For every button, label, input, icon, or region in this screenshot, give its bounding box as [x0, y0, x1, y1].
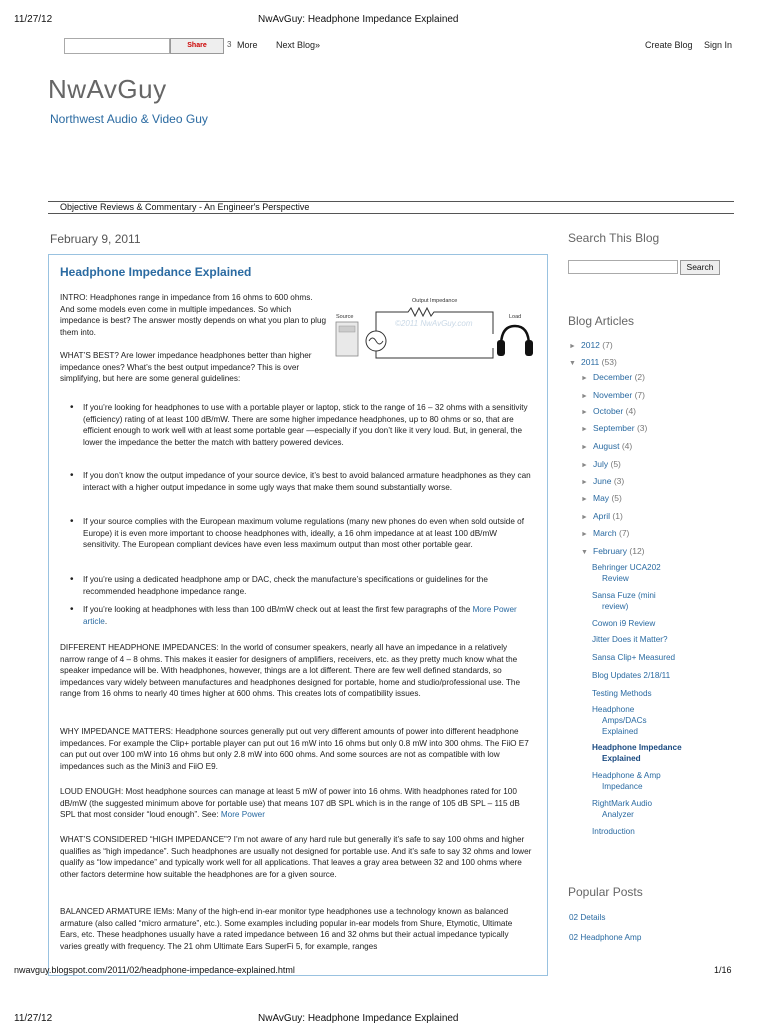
search-blog-heading: Search This Blog — [568, 231, 660, 245]
print-date-next: 11/27/12 — [14, 1013, 53, 1024]
expand-right-icon[interactable]: ► — [581, 496, 588, 503]
whats-best-paragraph: WHAT’S BEST? Are lower impedance headphones better than higher impedance ones? What’s the best output impedance? This is over simplifying, but here are some general guidelines: — [60, 351, 312, 384]
print-title-next: NwAvGuy: Headphone Impedance Explained — [258, 1013, 459, 1024]
archive-month-july[interactable]: ► July (5) — [581, 459, 621, 469]
sign-in-link[interactable]: Sign In — [704, 40, 733, 50]
blog-tagline: Objective Reviews & Commentary - An Engineer's Perspective — [60, 202, 310, 212]
expand-right-icon[interactable]: ► — [581, 375, 588, 382]
output-impedance-diagram — [333, 294, 543, 366]
more-power-article-link[interactable]: More Power article — [83, 605, 517, 626]
blog-articles-heading: Blog Articles — [568, 314, 635, 328]
blog-title[interactable]: NwAvGuy — [48, 74, 167, 104]
blog-subtitle: Northwest Audio & Video Guy — [50, 112, 208, 126]
post-date: February 9, 2011 — [50, 232, 141, 246]
headphones-icon — [501, 326, 529, 346]
archive-year-2012[interactable]: ► 2012 (7) — [569, 340, 613, 350]
why-impedance-paragraph: WHY IMPEDANCE MATTERS: Headphone sources generally put out very different amounts of power into different headphone impedances. For example the Clip+ portable player can put out 16 mW into 16 ohms but only 0.8 mW into 300 ohms. The FiiO E7 can put out over 100 mW into 16 ohms but only 2.8 mW into 600 ohms. And some sources are not as compatible with low impedances such as the Mini3 and FiiO E9. — [60, 727, 529, 771]
print-title: NwAvGuy: Headphone Impedance Explained — [258, 14, 459, 25]
expand-right-icon[interactable]: ► — [581, 409, 588, 416]
popular-post-link[interactable]: 02 Details — [569, 913, 606, 922]
diagram-output-impedance-label: Output Impedance — [412, 298, 458, 304]
post-title[interactable]: Headphone Impedance Explained — [60, 265, 252, 279]
expand-right-icon[interactable]: ► — [569, 343, 576, 350]
sidebar-search-input[interactable] — [568, 260, 678, 274]
archive-post-introduction[interactable]: Introduction — [592, 827, 635, 836]
diagram-source-label: Source — [336, 314, 354, 320]
diagram-watermark: ©2011 NwAvGuy.com — [395, 319, 473, 328]
archive-month-april[interactable]: ► April (1) — [581, 511, 623, 521]
expand-right-icon[interactable]: ► — [581, 462, 588, 469]
archive-post-testing-methods[interactable]: Testing Methods — [592, 689, 652, 698]
create-blog-link[interactable]: Create Blog — [645, 40, 693, 50]
expand-right-icon[interactable]: ► — [581, 426, 588, 433]
different-impedances-paragraph: DIFFERENT HEADPHONE IMPEDANCES: In the world of consumer speakers, nearly all have an impedance in a relatively narrow range of 4 – 8 ohms. This makes it easier for designers of amplifiers, receivers, etc. as they pretty much know what the speaker impedance will be. With headphones, however, things are a lot different. There are few well defined standards, so impedances vary widely between manufactures and headphones designed for portable, home and studio/professional use. The range from 16 ohms to nearly 40 times higher at 600 ohms. This creates lots of compatibility issues. — [60, 643, 521, 699]
collapse-down-icon[interactable]: ▼ — [569, 360, 576, 367]
next-blog-link[interactable]: Next Blog» — [276, 40, 321, 50]
archive-post-amps-dacs[interactable]: Headphone Amps/DACs Explained — [592, 705, 647, 736]
list-item: • If you’re looking for headphones to use with a portable player or laptop, stick to the range of 16 – 32 ohms with a sensitivity (efficiency) rating of at least 100 dB/mW. There are some higher impedance headphones, up to 80 ohms or so, that are efficient enough to work well with at least some portable gear —especially if you don’t like it very loud. But, in general, the lower the impedance the better the match with battery powered devices. — [70, 402, 531, 448]
intro-paragraph: INTRO: Headphones range in impedance from 16 ohms to 600 ohms. And some models even come in multiple impedances. So which impedance is best? The answer mostly depends on what you plan to plug them into. — [60, 293, 327, 337]
archive-month-august[interactable]: ► August (4) — [581, 441, 633, 451]
archive-post-cowon[interactable]: Cowon i9 Review — [592, 619, 656, 628]
archive-post-current[interactable]: Headphone Impedance Explained — [592, 743, 682, 763]
print-url: nwavguy.blogspot.com/2011/02/headphone-impedance-explained.html — [14, 965, 295, 975]
high-impedance-paragraph: WHAT’S CONSIDERED “HIGH IMPEDANCE”? I’m not aware of any hard rule but generally it’s safe to say 100 ohms and higher qualifies as “high impedance”. Such headphones are usually not designed for portable use. And it’s safe to say 32 ohms and lower qualify as “low impedance” and typically work well for all applications. That leaves a gray area between 32 and 100 ohms where other factors determine how suitable the headphones are for a given source. — [60, 835, 532, 879]
expand-right-icon[interactable]: ► — [581, 444, 588, 451]
navbar-search-input[interactable] — [64, 38, 170, 54]
list-item: • If you’re using a dedicated headphone amp or DAC, check the manufacture’s specifications or guidelines for the recommended headphone impedance range. — [70, 574, 531, 597]
balanced-armature-paragraph: BALANCED ARMATURE IEMs: Many of the high-end in-ear monitor type headphones use a technology known as balanced armature (also called “micro armature”, etc.). Some examples including popular in-ear models from Shure, Etymotic, Ultimate Ears, etc. These headphones usually have a rated impedance between 16 and 32 ohms but their actual impedance typically varies greatly with frequency. The 21 ohm Ultimate Ears SuperFi 5, for example, ranges — [60, 907, 513, 951]
list-item: • If you don’t know the output impedance of your source device, it’s best to avoid balanced armature headphones as they can interact with a higher output impedance in some ugly ways that make them sound substantially worse. — [70, 470, 531, 493]
list-item: • If your source complies with the European maximum volume regulations (many new phones do even when sold outside of Europe) it is even more important to choose headphones with, ideally, a 16 ohm impedance at at least 100 dB/mW sensitivity. The European compliant devices have even less maximum output than most other portable gear. — [70, 516, 531, 551]
bullet5-text: If you’re looking at headphones with less than 100 dB/mW check out at least the first few paragraphs of the — [83, 605, 471, 614]
archive-post-blog-updates[interactable]: Blog Updates 2/18/11 — [592, 671, 671, 680]
archive-post-headphone-amp-impedance[interactable]: Headphone & Amp Impedance — [592, 771, 661, 791]
print-page-number: 1/16 — [714, 965, 732, 975]
expand-right-icon[interactable]: ► — [581, 514, 588, 521]
bullet5-end: . — [104, 616, 108, 626]
archive-month-september[interactable]: ► September (3) — [581, 423, 648, 433]
archive-year-2011[interactable]: ▼ 2011 (53) — [569, 357, 617, 367]
diagram-load-label: Load — [509, 314, 522, 320]
archive-post-clip-measured[interactable]: Sansa Clip+ Measured — [592, 653, 676, 662]
archive-post-jitter[interactable]: Jitter Does it Matter? — [592, 635, 668, 644]
archive-month-november[interactable]: ► November (7) — [581, 390, 645, 400]
archive-month-june[interactable]: ► June (3) — [581, 476, 625, 486]
archive-month-december[interactable]: ► December (2) — [581, 372, 645, 382]
collapse-down-icon[interactable]: ▼ — [581, 549, 588, 556]
expand-right-icon[interactable]: ► — [581, 479, 588, 486]
archive-month-october[interactable]: ► October (4) — [581, 406, 637, 416]
archive-post-behringer[interactable]: Behringer UCA202 Review — [592, 563, 661, 583]
popular-post-link[interactable]: 02 Headphone Amp — [569, 933, 642, 942]
loud-enough-paragraph — [60, 786, 532, 821]
list-item — [70, 604, 531, 627]
more-link[interactable]: More — [237, 40, 258, 50]
sidebar-search-button[interactable]: Search — [680, 260, 720, 275]
expand-right-icon[interactable]: ► — [581, 531, 588, 538]
loud-enough-text: LOUD ENOUGH: Most headphone sources can manage at least 5 mW of power into 16 ohms. With headphones rated for 100 dB/mW (the suggested minimum above for portable use) that means 107 dB SPL which is in the range of 105 dB SPL – 115 dB SPL that most consider “loud enough”. See: — [60, 787, 520, 820]
print-date: 11/27/12 — [14, 14, 53, 25]
archive-month-february[interactable]: ▼ February (12) — [581, 546, 645, 556]
share-count: 3 — [227, 40, 232, 49]
popular-posts-heading: Popular Posts — [568, 885, 643, 899]
archive-post-rightmark[interactable]: RightMark Audio Analyzer — [592, 799, 653, 819]
more-power-link[interactable]: More Power — [220, 810, 265, 820]
archive-month-may[interactable]: ► May (5) — [581, 493, 622, 503]
expand-right-icon[interactable]: ► — [581, 393, 588, 400]
archive-post-sansa-fuze[interactable]: Sansa Fuze (mini review) — [592, 591, 656, 611]
archive-month-march[interactable]: ► March (7) — [581, 528, 630, 538]
share-button[interactable]: Share — [170, 38, 224, 54]
